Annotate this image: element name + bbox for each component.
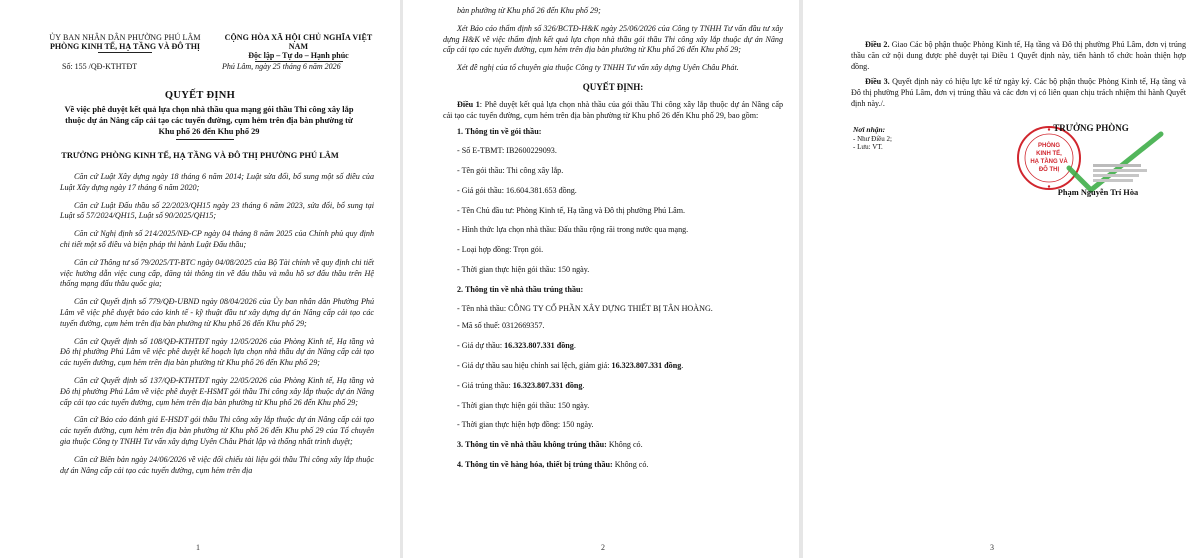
- article-3: [851, 77, 1186, 109]
- agency-header: [40, 33, 210, 53]
- losing-bidders-label: 3. Thông tin về nhà thầu không trúng thầu:: [457, 440, 607, 450]
- legal-basis: Căn cứ Báo cáo đánh giá E-HSDT gói thầu Thi công xây lắp thuộc dự án Nâng cấp cải tạo các tuyến đường, cụm hẻm trên địa bàn phường từ Khu phố 26 đến Khu phố 29 của Tổ chuyên gia thuộc Công ty TNHH Tư vấn xây dựng Uyên Châu Phát lập và thống nhất trình duyệt;: [60, 415, 374, 446]
- package-item: - Hình thức lựa chọn nhà thầu: Đấu thầu rộng rãi trong nước qua mạng.: [457, 225, 689, 235]
- recipient-item: - Lưu: VT.: [853, 143, 883, 152]
- legal-basis: Căn cứ Quyết định số 779/QĐ-UBND ngày 08/04/2026 của Ủy ban nhân dân Phường Phú Lâm về việc phê duyệt báo cáo kinh tế - kỹ thuật đầu tư xây dựng dự án Nâng cấp cải tạo các tuyến đường, cụm hẻm trên địa bàn phường từ Khu phố 26 đến Khu phố 29;: [60, 297, 374, 328]
- goods-value: Không có.: [612, 459, 649, 469]
- package-duration: - Thời gian thực hiện gói thầu: 150 ngày.: [457, 400, 590, 410]
- agency-line-2: PHÒNG KINH TẾ, HẠ TẦNG VÀ ĐÔ THỊ: [49, 42, 201, 51]
- package-item: - Giá gói thầu: 16.604.381.653 đồng.: [457, 185, 577, 195]
- legal-basis: Căn cứ Luật Đấu thầu số 22/2023/QH15 ngày 23 tháng 6 năm 2023, sửa đổi, bổ sung tại Luật số 57/2024/QH15, Luật số 90/2025/QH15;: [60, 200, 374, 221]
- winning-price-label: - Giá trúng thầu:: [457, 380, 513, 390]
- article-3-text: Quyết định này có hiệu lực kể từ ngày ký. Các bộ phận thuộc Phòng Kinh tế, Hạ tầng và Đô thị phường Phú Lâm, đơn vị trúng thầu và các đơn vị có liên quan chịu trách nhiệm thi hành Quyết định này./.: [851, 77, 1186, 108]
- page-number: 2: [601, 543, 605, 552]
- losing-bidders-line: [443, 440, 783, 451]
- recipient-item: - Như Điều 2;: [853, 134, 892, 143]
- legal-basis: Căn cứ Thông tư số 79/2025/TT-BTC ngày 04/08/2025 của Bộ Tài chính về quy định chi tiết việc hướng dẫn việc cung cấp, đăng tải thông tin về đấu thầu và mẫu hồ sơ đấu thầu trên Hệ thống mạng đấu thầu quốc gia;: [60, 257, 374, 289]
- recipients-title: Nơi nhận:: [853, 125, 886, 134]
- page-number: 1: [196, 543, 200, 552]
- decision-heading: QUYẾT ĐỊNH:: [582, 81, 644, 92]
- article-2-label: Điều 2.: [865, 40, 890, 49]
- article-1: [443, 100, 783, 122]
- document-page-2: [403, 0, 799, 558]
- section-winner-info: 2. Thông tin về nhà thầu trúng thầu:: [457, 284, 584, 294]
- national-header: [216, 33, 381, 62]
- signer-name: Phạm Nguyễn Trí Hòa: [1057, 188, 1139, 197]
- stamp-line: ĐÔ THỊ: [1038, 167, 1060, 173]
- adjusted-price-line: - Giá dự thầu sau hiệu chỉnh sai lệch, giảm giá: 16.323.807.331 đồng.: [457, 360, 684, 370]
- stamp-line: PHÒNG: [1037, 143, 1061, 149]
- article-2-text: Giao Các bộ phận thuộc Phòng Kinh tế, Hạ tầng và Đô thị phường Phú Lâm, đơn vị trúng thầu căn cứ nội dung được phê duyệt tại Điều 1 Quyết định này, tiến hành tổ chức hoàn thiện hợp đồng.: [851, 40, 1186, 71]
- article-3-label: Điều 3.: [865, 77, 890, 87]
- document-title: QUYẾT ĐỊNH: [164, 90, 236, 101]
- legal-basis: Căn cứ Luật Xây dựng ngày 18 tháng 6 năm 2014; Luật sửa đổi, bổ sung một số điều của Luật Xây dựng ngày 17 tháng 6 năm 2020;: [60, 172, 374, 192]
- legal-basis: Căn cứ Quyết định số 137/QĐ-KTHTĐT ngày 22/05/2026 của Phòng Kinh tế, Hạ tầng và Đô thị phường Phú Lâm về việc phê duyệt E-HSMT gói thầu Thi công xây lắp thuộc dự án Nâng cấp cải tạo các tuyến đường, cụm hẻm trên địa bàn phường từ Khu phố 26 đến Khu phố 29;: [60, 375, 374, 407]
- winning-price: 16.323.807.331 đồng: [512, 380, 583, 390]
- article-1-text: : Phê duyệt kết quả lựa chọn nhà thầu của gói thầu Thi công xây lắp thuộc dự án Nâng cấp cải tạo các tuyến đường, cụm hẻm trên địa bàn phường từ Khu phố 26 đến Khu phố 29, bao gồm:: [443, 99, 783, 120]
- stamp-line: KINH TẾ,: [1036, 151, 1062, 157]
- article-1-label: Điều 1: [457, 99, 480, 109]
- document-subtitle: Về việc phê duyệt kết quả lựa chọn nhà thầu qua mạng gói thầu Thi công xây lắp thuộc dự án Nâng cấp cải tạo các tuyến đường, cụm hẻm trên địa bàn phường từ Khu phố 26 đến Khu phố 29: [64, 105, 354, 136]
- document-date: Phú Lâm, ngày 25 tháng 6 năm 2026: [222, 62, 341, 71]
- adjusted-price: 16.323.807.331 đồng: [611, 360, 682, 370]
- bid-price: 16.323.807.331 đồng: [504, 341, 574, 351]
- article-2: [851, 40, 1186, 72]
- issuing-authority: TRƯỞNG PHÒNG KINH TẾ, HẠ TẦNG VÀ ĐÔ THỊ PHƯỜNG PHÚ LÂM: [61, 151, 339, 160]
- document-number: Số: 155 /QĐ-KTHTĐT: [62, 62, 138, 71]
- digital-signature-info: [1093, 164, 1147, 182]
- legal-basis: Căn cứ Quyết định số 108/QĐ-KTHTĐT ngày 12/05/2026 của Phòng Kinh tế, Hạ tầng và Đô thị phường Phú Lâm về việc phê duyệt kế hoạch lựa chọn nhà thầu dự án Nâng cấp cải tạo các tuyến đường, cụm hẻm trên địa bàn phường từ Khu phố 26 đến Khu phố 29;: [60, 336, 374, 368]
- package-item: - Tên gói thầu: Thi công xây lắp.: [457, 165, 564, 175]
- adjusted-price-label: - Giá dự thầu sau hiệu chỉnh sai lệch, giảm giá:: [457, 360, 612, 370]
- goods-line: [443, 460, 783, 471]
- legal-bases: [60, 172, 374, 483]
- package-item: - Loại hợp đồng: Trọn gói.: [457, 245, 544, 255]
- nation-motto: Độc lập – Tự do – Hạnh phúc: [248, 51, 349, 60]
- agency-line-1: ỦY BAN NHÂN DÂN PHƯỜNG PHÚ LÂM: [49, 33, 201, 42]
- bid-price-label: - Giá dự thầu:: [457, 341, 505, 351]
- package-item: - Tên Chủ đầu tư: Phòng Kinh tế, Hạ tầng và Đô thị phường Phú Lâm.: [457, 205, 686, 215]
- bid-price-line: - Giá dự thầu: 16.323.807.331 đồng.: [457, 341, 576, 351]
- subtitle-underline: [176, 139, 234, 140]
- contract-duration: - Thời gian thực hiện hợp đồng: 150 ngày.: [457, 420, 594, 430]
- goods-label: 4. Thông tin về hàng hóa, thiết bị trúng thầu:: [457, 459, 613, 469]
- agency-underline: [98, 52, 152, 53]
- section-package-info: 1. Thông tin về gói thầu:: [457, 127, 542, 137]
- tax-code: - Mã số thuế: 0312669357.: [457, 321, 545, 331]
- continued-basis: bàn phường từ Khu phố 26 đến Khu phố 29;: [457, 6, 601, 15]
- document-page-3: [803, 0, 1200, 558]
- page-2-body: [443, 6, 783, 480]
- page-number: 3: [990, 543, 994, 552]
- package-item: - Số E-TBMT: IB2600229093.: [457, 146, 557, 156]
- expert-proposal: Xét đề nghị của tổ chuyên gia thuộc Công ty TNHH Tư vấn xây dựng Uyên Châu Phát.: [457, 63, 739, 73]
- stamp-line: HẠ TẦNG VÀ: [1030, 159, 1068, 165]
- legal-basis: Căn cứ Biên bản ngày 24/06/2026 về việc đối chiếu tài liệu gói thầu Thi công xây lắp thuộc dự án Nâng cấp cải tạo các tuyến đường, cụm hẻm trên địa: [60, 454, 374, 475]
- legal-basis: Căn cứ Nghị định số 214/2025/NĐ-CP ngày 04 tháng 8 năm 2025 của Chính phủ quy định chi tiết một số điều và biện pháp thi hành Luật Đấu thầu;: [60, 229, 374, 249]
- contractor-name: - Tên nhà thầu: CÔNG TY CỔ PHẦN XÂY DỰNG THIẾT BỊ TÂN HOÀNG.: [457, 303, 713, 313]
- nation-line-1: CỘNG HÒA XÃ HỘI CHỦ NGHĨA VIỆT NAM: [224, 33, 373, 51]
- page-3-body: [851, 40, 1186, 115]
- appraisal-basis: Xét Báo cáo thẩm định số 326/BCTĐ-H&K ngày 25/06/2026 của Công ty TNHH Tư vấn đầu tư xây dựng H&K về việc thẩm định kết quả lựa chọn nhà thầu gói thầu Thi công xây lắp thuộc dự án Nâng cấp cải tạo các tuyến đường, cụm hẻm trên địa bàn phường từ Khu phố 26 đến Khu phố 29;: [443, 23, 783, 55]
- document-page-1: [0, 0, 400, 558]
- winning-price-line: - Giá trúng thầu: 16.323.807.331 đồng.: [457, 380, 585, 390]
- losing-bidders-value: Không có.: [606, 440, 643, 450]
- package-item: - Thời gian thực hiện gói thầu: 150 ngày.: [457, 264, 590, 274]
- recipients-block: [853, 126, 892, 152]
- signer-title: TRƯỞNG PHÒNG: [1053, 123, 1129, 133]
